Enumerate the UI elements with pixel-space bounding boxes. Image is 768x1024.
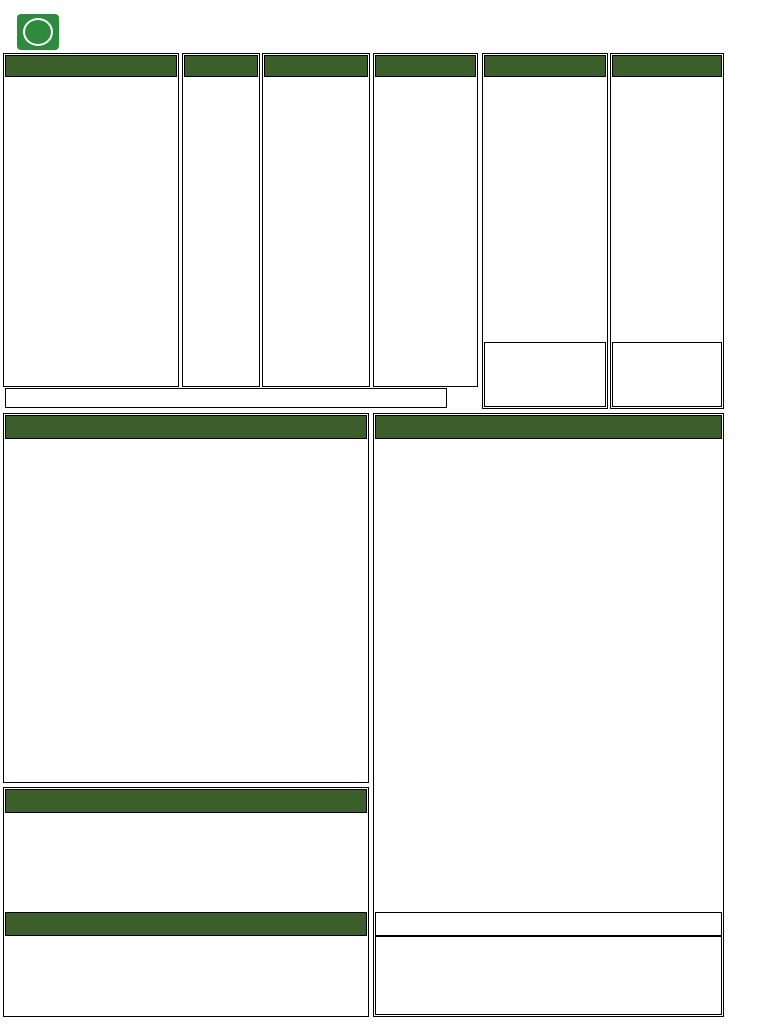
documentation-header xyxy=(375,55,476,77)
bbs-nm-frame xyxy=(3,787,369,1017)
ladder-remark[interactable] xyxy=(612,342,722,407)
task-description-field[interactable] xyxy=(5,388,447,408)
clearance-header xyxy=(375,912,722,936)
clearance-notes-area[interactable] xyxy=(375,936,722,1015)
harness-header xyxy=(484,55,606,77)
task-info-header xyxy=(5,55,177,77)
lifting-gears-header xyxy=(5,415,367,439)
documentation-frame xyxy=(373,53,478,387)
task-info-frame xyxy=(3,53,179,387)
company-logo xyxy=(17,14,59,50)
environment-header xyxy=(184,55,258,77)
logo-emblem xyxy=(23,18,53,46)
nm-header xyxy=(5,912,367,936)
bbs-header xyxy=(5,789,367,813)
manpower-frame xyxy=(262,53,370,387)
harness-remark[interactable] xyxy=(484,342,606,407)
lifting-gears-frame xyxy=(3,413,369,783)
manpower-header xyxy=(264,55,368,77)
environment-frame xyxy=(182,53,260,387)
measurements-header xyxy=(375,415,722,439)
ladder-header xyxy=(612,55,722,77)
